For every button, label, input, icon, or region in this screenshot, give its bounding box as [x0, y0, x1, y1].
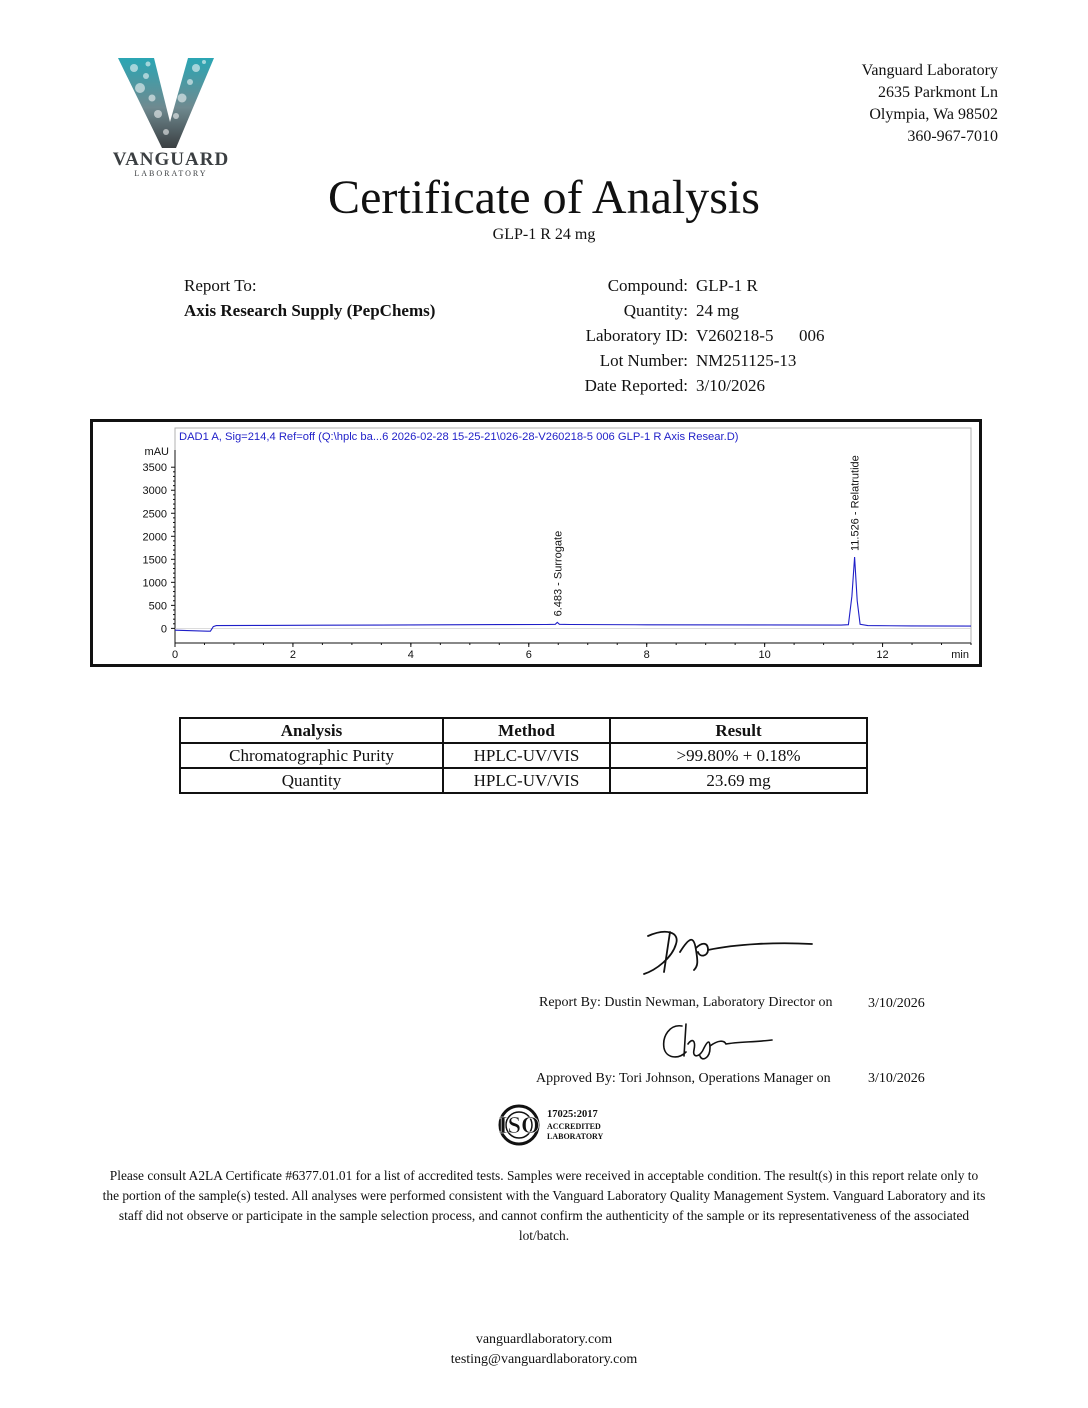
sample-info-row [520, 273, 824, 298]
table-header-row [180, 718, 867, 743]
y-tick-label: 2000 [142, 531, 167, 544]
cell-method: HPLC-UV/VIS [443, 768, 610, 793]
iso-accredited-text: ACCREDITED [547, 1122, 601, 1131]
y-tick-label: 2500 [142, 508, 167, 521]
chromatogram-frame [90, 419, 982, 667]
peak-label: 6.483 - Surrogate [552, 530, 565, 617]
sample-info-block [520, 273, 824, 398]
report-to-label: Report To: [184, 276, 257, 295]
header-method: Method [443, 718, 610, 743]
x-tick-label: 10 [758, 649, 771, 661]
cell-analysis: Quantity [180, 768, 443, 793]
lot-number-label: Lot Number: [599, 351, 688, 370]
laboratory-id-value: V260218-5 006 [696, 326, 825, 345]
footer-email-link[interactable]: testing@vanguardlaboratory.com [450, 1352, 638, 1367]
page-title: Certificate of Analysis [328, 171, 760, 224]
compound-label: Compound: [607, 276, 688, 295]
iso-accreditation-badge [494, 1104, 624, 1146]
footer [0, 1330, 1088, 1370]
sample-info-row [520, 323, 824, 348]
laboratory-id-label: Laboratory ID: [585, 326, 688, 345]
report-by-date: 3/10/2026 [868, 996, 925, 1011]
page-subtitle: GLP-1 R 24 mg [492, 226, 596, 243]
compound-value: GLP-1 R [696, 276, 758, 295]
x-tick-label: 4 [407, 649, 414, 661]
chart-title: DAD1 A, Sig=214,4 Ref=off (Q:\hplc ba...6 2026-02-28 15-25-21\026-28-V260218-5 006 GLP-1 R Axis Resear.D) [179, 431, 739, 443]
cell-result: 23.69 mg [610, 768, 867, 793]
sample-info-row [520, 348, 824, 373]
chromatogram-chart [93, 422, 979, 664]
iso-laboratory-text: LABORATORY [547, 1132, 604, 1141]
date-reported-label: Date Reported: [584, 376, 688, 395]
y-tick-label: 0 [160, 623, 167, 636]
table-row [180, 768, 867, 793]
logo-tagline-text: LABORATORY [134, 169, 208, 178]
x-axis-label: min [951, 649, 969, 661]
peak-label: 11.526 - Relatrutide [849, 455, 862, 552]
chromatogram-trace [175, 557, 971, 631]
manager-signature [656, 1018, 776, 1064]
report-by-text: Report By: Dustin Newman, Laboratory Director on [539, 995, 833, 1010]
cell-result: >99.80% + 0.18% [610, 743, 867, 768]
logo-brand-text: VANGUARD [112, 149, 230, 170]
disclaimer-text: Please consult A2LA Certificate #6377.01.01 for a list of accredited tests. Samples were received in acceptable condition. The result(s) in this report relate only to the portion of the sample(s) tested. All analyses were performed consistent with the Vanguard Laboratory Quality Management System. Vanguard Laboratory and its staff did not observe or participate in the sample selection process, and cannot confirm the authenticity of the sample or its representativeness of the associated lot/batch. [102, 1168, 986, 1243]
lot-number-value: NM251125-13 [696, 351, 797, 370]
footer-website-link[interactable]: vanguardlaboratory.com [475, 1332, 613, 1347]
director-signature [636, 922, 816, 982]
x-tick-label: 6 [525, 649, 532, 661]
iso-mark-text: ISO [498, 1113, 540, 1139]
quantity-label: Quantity: [623, 301, 688, 320]
lab-street: 2635 Parkmont Ln [878, 84, 998, 101]
lab-address [862, 60, 998, 148]
report-to-block [184, 273, 435, 323]
lab-city: Olympia, Wa 98502 [869, 106, 998, 123]
lab-phone: 360-967-7010 [907, 128, 998, 145]
lab-name: Vanguard Laboratory [861, 62, 998, 79]
x-tick-label: 0 [171, 649, 179, 661]
y-tick-label: 3500 [142, 462, 167, 475]
y-axis-label: mAU [144, 446, 169, 458]
header-result: Result [610, 718, 867, 743]
results-table [179, 717, 868, 794]
sample-info-row [520, 373, 824, 398]
y-tick-label: 1000 [142, 577, 167, 590]
cell-method: HPLC-UV/VIS [443, 743, 610, 768]
table-row [180, 743, 867, 768]
cell-analysis: Chromatographic Purity [180, 743, 443, 768]
quantity-value: 24 mg [696, 301, 739, 320]
y-tick-label: 3000 [142, 485, 167, 498]
x-tick-label: 8 [643, 649, 650, 661]
approved-by-text: Approved By: Tori Johnson, Operations Manager on [536, 1071, 831, 1086]
date-reported-value: 3/10/2026 [696, 376, 765, 395]
approved-by-date: 3/10/2026 [868, 1071, 925, 1086]
x-tick-label: 2 [289, 649, 296, 661]
x-tick-label: 12 [876, 649, 889, 661]
y-tick-label: 1500 [142, 554, 167, 567]
header-analysis: Analysis [180, 718, 443, 743]
client-name: Axis Research Supply (PepChems) [184, 301, 436, 320]
iso-standard-text: 17025:2017 [547, 1109, 598, 1120]
sample-info-row [520, 298, 824, 323]
y-tick-label: 500 [148, 600, 167, 613]
vanguard-logo [96, 52, 246, 182]
